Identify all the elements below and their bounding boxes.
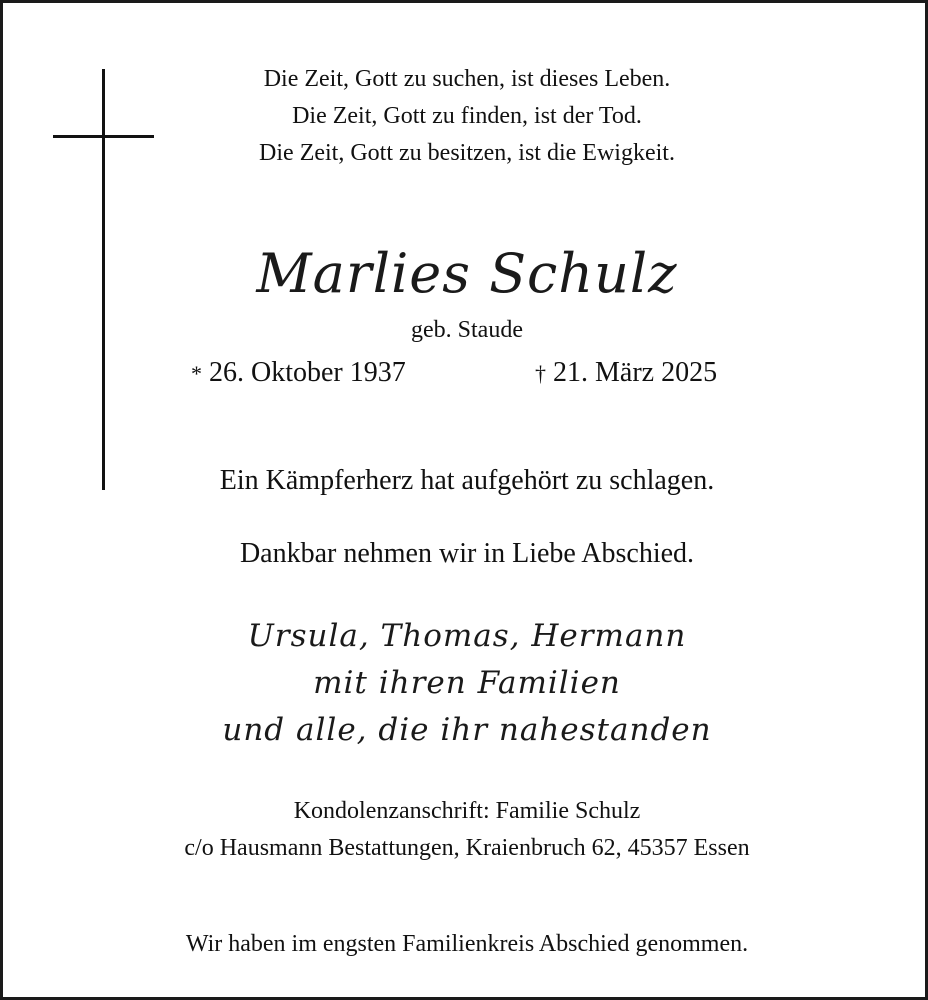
birth-star-icon: * [191,361,202,386]
family-line-1: Ursula, Thomas, Hermann [247,618,687,654]
quote-line-3: Die Zeit, Gott zu besitzen, ist die Ewigkeit. [259,140,675,166]
family-line-3: und alle, die ihr nahestanden [222,712,712,748]
birth-date: 26. Oktober 1937 [209,357,406,388]
birth-date-group [191,357,406,389]
death-date-group [535,357,717,389]
condolence-address [3,793,928,867]
address-line-1: Kondolenzanschrift: Familie Schulz [293,798,641,824]
death-date: 21. März 2025 [553,357,718,388]
quote-line-2: Die Zeit, Gott zu finden, ist der Tod. [292,103,642,129]
quote-block [3,61,928,172]
death-dagger-icon: † [535,361,546,386]
quote-line-1: Die Zeit, Gott zu suchen, ist dieses Leben. [263,66,671,92]
farewell-line: Dankbar nehmen wir in Liebe Abschied. [239,538,695,569]
deceased-name: Marlies Schulz [256,242,678,305]
footer-note: Wir haben im engsten Familienkreis Abschied genommen. [185,931,749,957]
fighter-heart-line: Ein Kämpferherz hat aufgehört zu schlagen. [219,465,715,496]
address-line-2: c/o Hausmann Bestattungen, Kraienbruch 62, 45357 Essen [184,835,750,861]
birth-name: geb. Staude [411,317,523,343]
family-line-2: mit ihren Familien [313,665,621,701]
family-block [3,613,928,754]
